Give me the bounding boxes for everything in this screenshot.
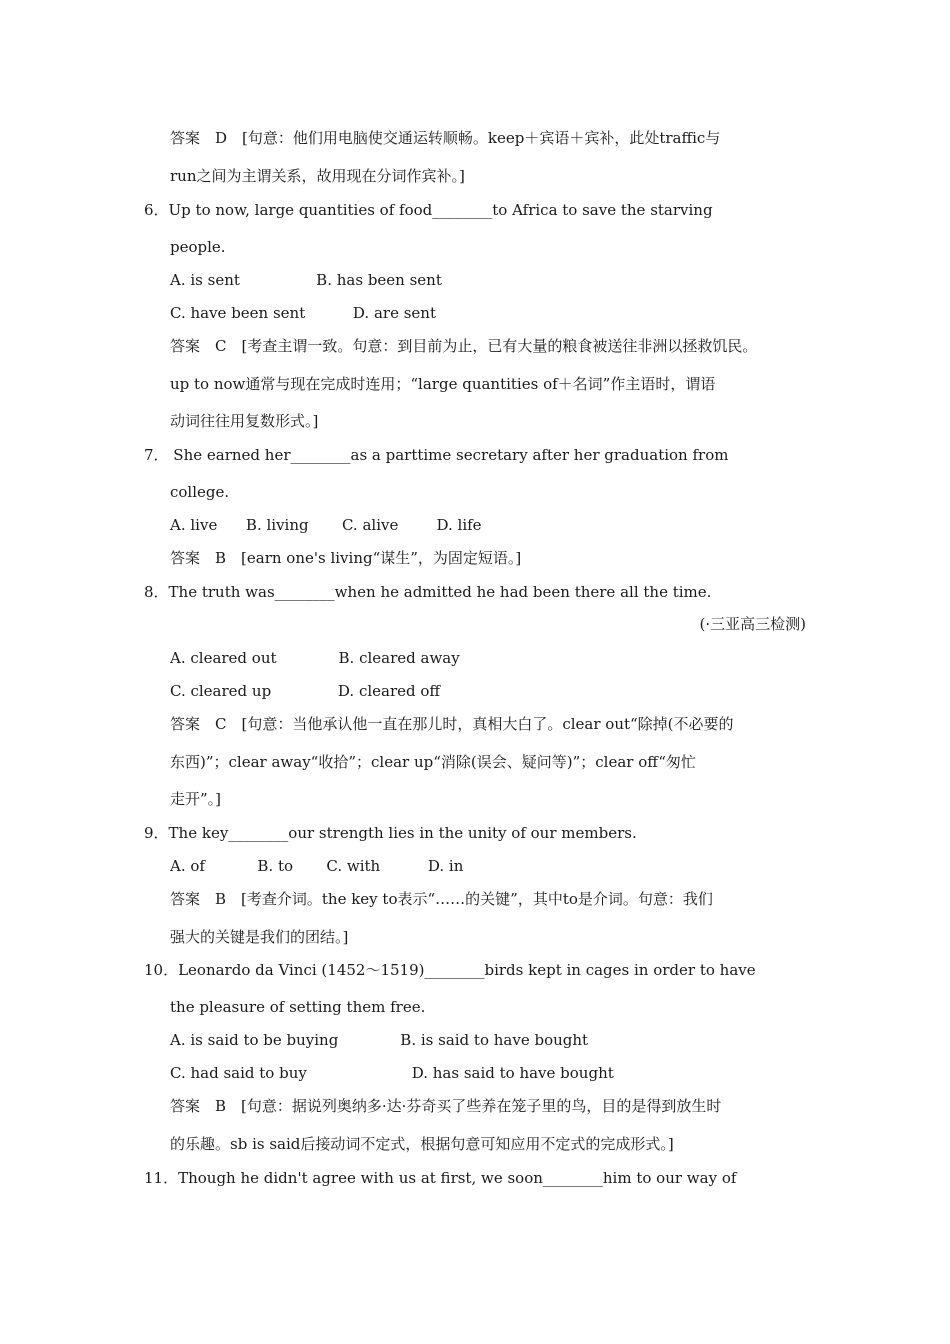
text-line: 答案 C [句意：当他承认他一直在那儿时，真相大白了。clear out“除掉(不必要的 xyxy=(170,715,734,733)
source-note: (·三亚高三检测) xyxy=(699,615,806,633)
text-line: 答案 B [earn one's living“谋生”，为固定短语。] xyxy=(170,549,522,567)
text-line: 答案 B [句意：据说列奥纳多·达·芬奇买了些养在笼子里的鸟，目的是得到放生时 xyxy=(170,1097,722,1115)
text-line: 9．The key________our strength lies in the unity of our members. xyxy=(144,824,637,842)
text-line: 东西)”；clear away“收拾”；clear up“消除(误会、疑问等)”；clear off“匆忙 xyxy=(170,753,696,771)
text-line: C. cleared up D. cleared off xyxy=(170,682,441,700)
text-line: the pleasure of setting them free. xyxy=(170,998,426,1016)
text-line: 强大的关键是我们的团结。] xyxy=(170,928,349,946)
text-line: A. is sent B. has been sent xyxy=(170,271,442,289)
text-line: A. live B. living C. alive D. life xyxy=(170,516,482,534)
text-line: C. had said to buy D. has said to have bought xyxy=(170,1064,614,1082)
text-line: A. cleared out B. cleared away xyxy=(170,649,460,667)
text-line: 答案 B [考查介词。the key to表示“……的关键”，其中to是介词。句意：我们 xyxy=(170,890,713,908)
text-line: 答案 D [句意：他们用电脑使交通运转顺畅。keep＋宾语＋宾补，此处traffic与 xyxy=(170,129,721,147)
text-line: 11．Though he didn't agree with us at first, we soon________him to our way of xyxy=(144,1169,737,1187)
text-line: 走开”。] xyxy=(170,790,222,808)
text-line: 7． She earned her________as a parttime secretary after her graduation from xyxy=(144,446,729,464)
text-line: 6．Up to now, large quantities of food________to Africa to save the starving xyxy=(144,201,713,219)
text-line: C. have been sent D. are sent xyxy=(170,304,436,322)
text-line: 的乐趣。sb is said后接动词不定式，根据句意可知应用不定式的完成形式。] xyxy=(170,1135,674,1153)
text-line: people. xyxy=(170,238,226,256)
text-line: 动词往往用复数形式。] xyxy=(170,412,319,430)
text-line: A. is said to be buying B. is said to have bought xyxy=(170,1031,589,1049)
text-line: 10．Leonardo da Vinci (1452～1519)________birds kept in cages in order to have xyxy=(144,961,756,979)
text-line: A. of B. to C. with D. in xyxy=(170,857,464,875)
text-line: 8．The truth was________when he admitted he had been there all the time. xyxy=(144,583,712,601)
text-line: up to now通常与现在完成时连用；“large quantities of＋名词”作主语时，谓语 xyxy=(170,375,716,393)
text-line: college. xyxy=(170,483,230,501)
text-line: run之间为主谓关系，故用现在分词作宾补。] xyxy=(170,167,465,185)
text-line: 答案 C [考查主谓一致。句意：到目前为止，已有大量的粮食被送往非洲以拯救饥民。 xyxy=(170,337,758,355)
